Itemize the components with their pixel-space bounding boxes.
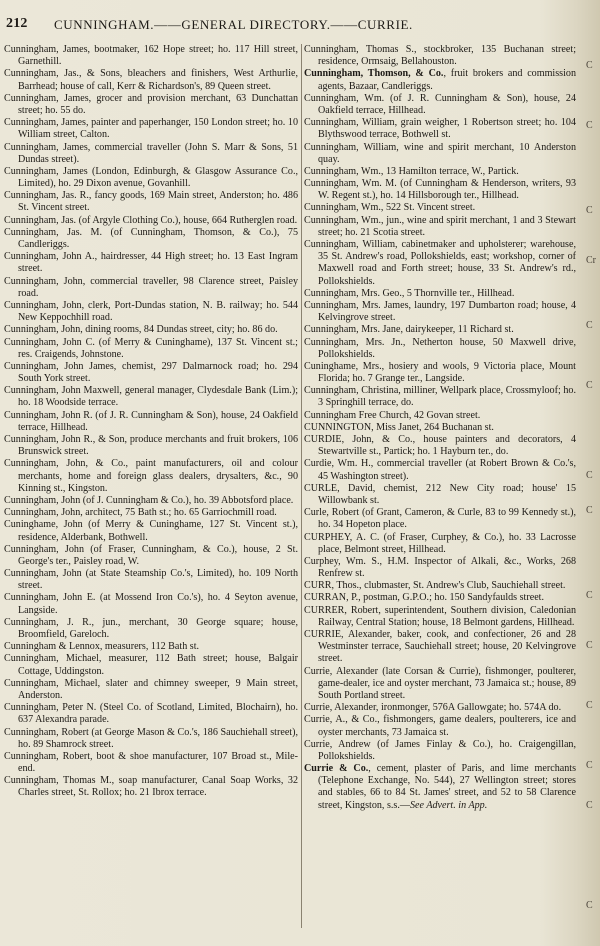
entry-text: CURR, Thos., clubmaster, St. Andrew's Club, Sauchiehall street. [304,580,566,592]
margin-fragment: C [586,900,593,911]
directory-entry: Cunningham, John Maxwell, general manager, Clydesdale Bank (Lim.); ho. 18 Woodside terrace. [4,385,298,409]
running-title: CUNNINGHAM.——GENERAL DIRECTORY.——CURRIE. [54,17,413,32]
entry-text: CURLE, David, chemist, 212 New City road; house' 15 Willowbank st. [304,482,576,506]
directory-entry: Cunningham, Jas. R., fancy goods, 169 Main street, Anderston; ho. 486 St. Vincent street. [4,190,298,214]
directory-entry [304,507,576,531]
directory-entry: Cunningham, James, commercial traveller (John S. Marr & Sons, 51 Dundas street). [4,141,298,165]
directory-entry [304,361,576,385]
directory-entry: Cunningham, James, bootmaker, 162 Hope street; ho. 117 Hill street, Garnethill. [4,44,298,68]
entry-text: Curle, Robert (of Grant, Cameron, & Curle, 83 to 99 Kennedy st.), ho. 34 Hopeton place. [304,507,576,531]
entry-text: Cunningham, William, grain weigher, 1 Robertson street; ho. 104 Blythswood terrace, Bothwell st. [304,117,576,141]
directory-entry: Cunningham, J. R., jun., merchant, 30 George square; house, Broomfield, Gareloch. [4,616,298,640]
directory-entry [304,215,576,239]
directory-entry [304,702,576,714]
right-column [304,44,576,812]
directory-entry: Cunningham, John (of J. Cunningham & Co.), ho. 39 Abbotsford place. [4,494,294,506]
directory-entry [304,300,576,324]
directory-entry [304,93,576,117]
directory-entry: Cunningham, James, painter and paperhanger, 150 London street; ho. 10 William street, Calton. [4,117,298,141]
directory-entry [304,324,576,336]
directory-entry: Cunningham, John C. (of Merry & Cuninghame), 137 St. Vincent st.; res. Craigends, Johnstone. [4,336,298,360]
directory-entry: Cunningham & Lennox, measurers, 112 Bath st. [4,641,200,653]
entry-text: Cunningham, Mrs. James, laundry, 197 Dumbarton road; house, 4 Kelvingrove street. [304,299,576,324]
directory-entry [304,239,576,288]
entry-text: CURPHEY, A. C. (of Fraser, Curphey, & Co.), ho. 33 Lacrosse place, Belmont street, Hillhead. [304,531,576,555]
entry-text: Cunningham, Mrs. Geo., 5 Thornville ter., Hillhead. [304,287,515,299]
entry-text: Curphey, Wm. S., H.M. Inspector of Alkali, &c., Works, 268 Renfrew st. [304,555,576,580]
directory-entry: Cunningham, John E. (at Mossend Iron Co.'s), ho. 4 Seyton avenue, Langside. [4,592,298,616]
directory-entry [304,556,576,580]
directory-entry: Cunningham, John, & Co., paint manufacturers, oil and colour merchants, home and foreign glass dealers, drysalters, &c., 90 Kinning st., Kingston. [4,458,298,494]
entry-text: CURDIE, John, & Co., house painters and decorators, 4 Stewartville st., Partick; ho. 1 Hayburn ter., do. [304,434,576,458]
entry-text: Cunningham, Wm. (of J. R. Cunningham & Son), house, 24 Oakfield terrace, Hillhead. [304,92,576,116]
directory-entry [304,385,576,409]
entry-text: Cunningham, Wm. M. (of Cunningham & Henderson, writers, 93 W. Regent st.), ho. 14 Hillsborough ter., Hillhead. [304,178,576,202]
directory-entry [304,68,576,92]
directory-entry: Cunningham, John R. (of J. R. Cunningham & Son), house, 24 Oakfield terrace, Hillhead. [4,409,298,433]
directory-entry: Cunningham, Jas. M. (of Cunningham, Thomson, & Co.), 75 Candleriggs. [4,226,298,250]
directory-entry [304,178,576,202]
entry-text: Currie, A., & Co., fishmongers, game dealers, poulterers, ice and oyster merchants, 73 Jamaica st. [304,714,576,738]
entry-text: Curdie, Wm. H., commercial traveller (at Robert Brown & Co.'s, 45 Washington street). [304,458,576,482]
margin-fragment: C [586,505,593,516]
directory-entry: Cunningham, Michael, measurer, 112 Bath street; house, Balgair Cottage, Uddingston. [4,653,298,677]
entry-text: Currie, Alexander (late Corsan & Currie), fishmonger, poulterer, game-dealer, ice and oyster merchant, 73 Jamaica st.; house, 89 South Portland street. [304,665,576,701]
entry-text: , cement, plaster of Paris, and lime merchants (Telephone Exchange, No. 544), 27 Wellington street; stores and stables, 66 to 84 St. James' street, and 52 to 58 Clarence street, Kingston, s.s.— [318,763,576,811]
directory-entry [304,592,576,604]
directory-entry: Cunningham, John, dining rooms, 84 Dundas street, city; ho. 86 do. [4,324,278,336]
margin-fragment: C [586,700,593,711]
directory-entry: Cunningham, John R., & Son, produce merchants and fruit brokers, 106 Brunswick street. [4,434,298,458]
left-column [4,44,298,800]
entry-text: Currie, Alexander, ironmonger, 576A Gallowgate; ho. 574A do. [304,702,562,714]
directory-entry [304,410,576,422]
entry-text: CURRER, Robert, superintendent, Southern division, Caledonian Railway, Central Station; house, 18 Belmont gardens, Hillhead. [304,604,576,628]
directory-entry: Cunningham, Jas., & Sons, bleachers and finishers, West Arthurlie, Barrhead; house of call, Kerr & Richardson's, 89 Queen street. [4,68,298,92]
directory-entry: Cunningham, James, grocer and provision merchant, 63 Dunchattan street; ho. 55 do. [4,92,298,116]
margin-fragment: C [586,640,593,651]
margin-fragment: C [586,60,593,71]
directory-entry: Cuninghame, John (of Merry & Cuninghame, 127 St. Vincent st.), residence, Alderbank, Bothwell. [4,519,298,543]
directory-entry: Cunningham, Jas. (of Argyle Clothing Co.), house, 664 Rutherglen road. [4,214,298,226]
directory-entry [304,483,576,507]
directory-entry [304,202,576,214]
directory-entry [304,629,576,666]
directory-entry [304,739,576,763]
directory-entry [304,166,576,178]
directory-entry [304,142,576,166]
directory-entry: Cunningham, John, commercial traveller, 98 Clarence street, Paisley road. [4,275,298,299]
directory-entry: Cunningham, John, architect, 75 Bath st.; ho. 65 Garriochmill road. [4,507,277,519]
entry-text: Cunningham Free Church, 42 Govan street. [304,409,481,421]
directory-entry: Cunningham, John (of Fraser, Cunningham, & Co.), house, 2 St. George's ter., Paisley road, W. [4,543,298,567]
margin-fragment: C [586,380,593,391]
margin-fragment: C [586,320,593,331]
entry-lead-bold: Cunningham, Thomson, & Co. [304,68,444,80]
margin-fragment: Cr [586,255,596,266]
directory-entry: Cunningham, Robert, boot & shoe manufacturer, 107 Broad st., Mile-end. [4,750,298,775]
margin-fragment: C [586,470,593,481]
directory-entry: Cunningham, Peter N. (Steel Co. of Scotland, Limited, Blochairn), ho. 637 Alexandra parade. [4,702,298,726]
directory-entry [304,337,576,361]
directory-entry [304,288,576,300]
directory-entry: Cunningham, John A., hairdresser, 44 High street; ho. 13 East Ingram street. [4,251,298,275]
directory-entry: Cunningham, Michael, slater and chimney sweeper, 9 Main street, Anderston. [4,677,298,701]
entry-text: CUNNINGTON, Miss Janet, 264 Buchanan st. [304,421,494,433]
entry-text: , fruit brokers and commission agents, Bazaar, Candleriggs. [318,68,576,92]
entry-lead-bold: Currie & Co. [304,763,369,775]
entry-text: Cunningham, William, cabinetmaker and upholsterer; warehouse, 35 St. Andrew's road, Pollokshields, east; workshop, corner of Maxwell road and Forth street; house, 33 St. Andrew's rd., Pollokshields. [304,239,576,287]
entry-text: Cunningham, William, wine and spirit merchant, 10 Anderston quay. [304,141,576,165]
directory-entry: Cunningham, Thomas M., soap manufacturer, Canal Soap Works, 32 Charles street, St. Rollox; ho. 21 Ibrox terrace. [4,775,298,799]
directory-entry [304,532,576,556]
page-header [6,16,576,36]
entry-text: Cuninghame, Mrs., hosiery and wools, 9 Victoria place, Mount Florida; ho. 7 Grange ter., Langside. [304,360,576,385]
directory-entry [304,763,576,812]
column-divider [301,44,302,928]
directory-entry [304,605,576,629]
directory-entry [304,117,576,141]
adjacent-page-edge [582,0,600,946]
directory-entry: Cunningham, James (London, Edinburgh, & Glasgow Assurance Co., Limited), ho. 29 Dixon avenue, Govanhill. [4,165,298,190]
page-number: 212 [6,16,28,31]
margin-fragment: C [586,590,593,601]
directory-entry [304,666,576,703]
directory-entry [304,714,576,738]
entry-text: Cunningham, Wm., 13 Hamilton terrace, W., Partick. [304,165,519,177]
margin-fragment: C [586,205,593,216]
directory-entry [304,44,576,68]
entry-text: Cunningham, Christina, milliner, Wellpark place, Crossmyloof; ho. 3 Springhill terrace, do. [304,385,576,409]
directory-entry [304,422,576,434]
entry-text: CURRAN, P., postman, G.P.O.; ho. 150 Sandyfaulds street. [304,592,545,604]
directory-entry [304,580,576,592]
margin-fragment: C [586,800,593,811]
entry-text: Cunningham, Mrs. Jn., Netherton house, 50 Maxwell drive, Pollokshields. [304,336,576,360]
directory-entry: Cunningham, John (at State Steamship Co.'s, Limited), ho. 109 North street. [4,568,298,592]
directory-entry: Cunningham, John, clerk, Port-Dundas station, N. B. railway; ho. 544 New Keppochhill road. [4,299,298,324]
entry-text: CURRIE, Alexander, baker, cook, and confectioner, 26 and 28 Westminster terrace, Sauchiehall street; house, 20 Kelvingrove street. [304,629,576,665]
entry-text: Cunningham, Thomas S., stockbroker, 135 Buchanan street; residence, Ormsaig, Bellahouston. [304,44,576,68]
margin-fragment: C [586,120,593,131]
directory-entry: Cunningham, Robert (at George Mason & Co.'s, 186 Sauchiehall street), ho. 89 Shamrock street. [4,726,298,750]
directory-entry [304,434,576,458]
margin-fragment: C [586,760,593,771]
entry-text: Cunningham, Wm., jun., wine and spirit merchant, 1 and 3 Stewart street; ho. 21 Scotia street. [304,214,576,238]
directory-entry: Cunningham, John James, chemist, 297 Dalmarnock road; ho. 294 South York street. [4,360,298,385]
entry-text: Cunningham, Wm., 522 St. Vincent street. [304,202,476,214]
entry-text: Cunningham, Mrs. Jane, dairykeeper, 11 Richard st. [304,324,514,336]
entry-advert-note: See Advert. in App. [409,799,488,811]
entry-text: Currie, Andrew (of James Finlay & Co.), ho. Craigengillan, Pollokshields. [304,738,576,762]
directory-entry [304,458,576,482]
